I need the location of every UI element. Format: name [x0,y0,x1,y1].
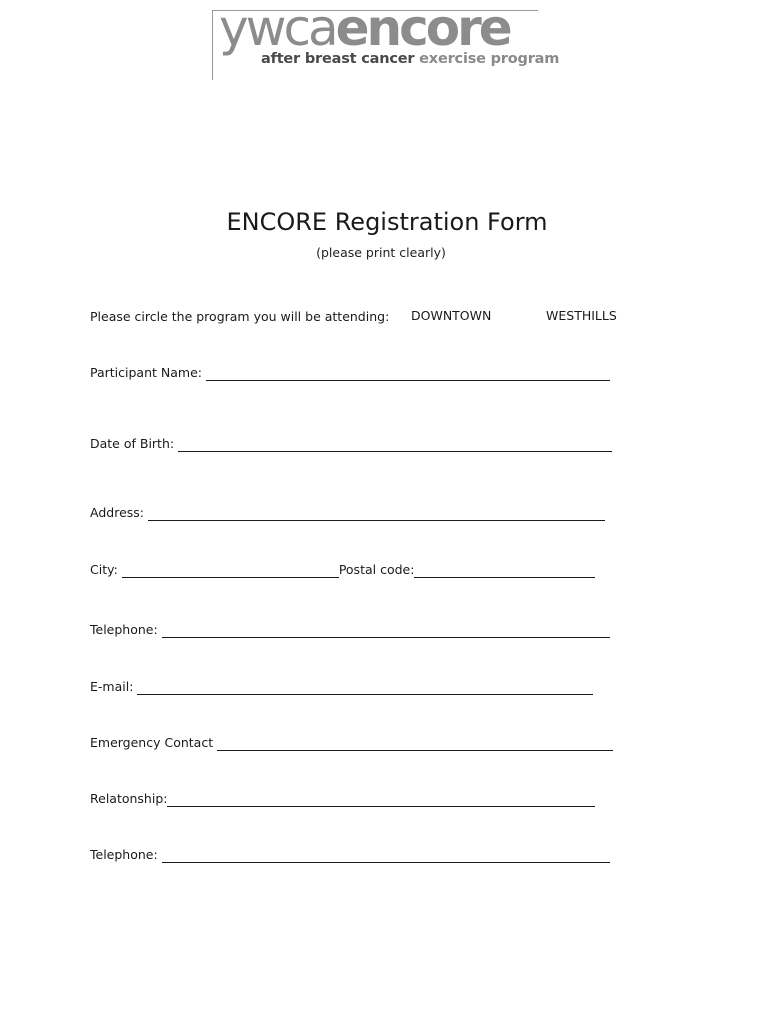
postal-code-label: Postal code: [338,562,415,577]
program-prompt: Please circle the program you will be attending: [90,309,390,324]
form-subtitle: (please print clearly) [316,245,446,260]
program-selection-row [90,307,389,325]
email-row [90,677,593,695]
date-of-birth-row [90,434,612,452]
participant-name-row [90,363,610,381]
emergency-contact-row [90,733,613,751]
telephone-row [90,620,610,638]
city-postal-row [90,560,595,578]
email-field[interactable] [137,680,593,695]
city-label: City: [90,562,118,577]
program-option-downtown[interactable]: DOWNTOWN [411,308,492,323]
logo-tagline-dark: after breast cancer [261,51,415,67]
participant-name-field[interactable] [206,366,610,381]
logo-wordmark [219,0,510,57]
address-label: Address: [90,505,144,520]
address-field[interactable] [148,506,605,521]
telephone-field[interactable] [162,623,610,638]
relationship-row [90,789,595,807]
logo-encore-text: encore [335,0,510,57]
logo-tagline [261,51,559,67]
logo-ywca-text: ywca [219,0,336,57]
telephone-label: Telephone: [90,622,158,637]
emergency-telephone-row [90,845,610,863]
participant-name-label: Participant Name: [90,365,202,380]
email-label: E-mail: [90,679,134,694]
date-of-birth-field[interactable] [178,437,612,452]
relationship-field[interactable] [167,792,595,807]
relationship-label: Relatonship: [90,791,168,806]
emergency-contact-field[interactable] [217,736,613,751]
postal-code-field[interactable] [414,563,595,578]
logo-tagline-light: exercise program [419,51,560,67]
program-option-westhills[interactable]: WESTHILLS [546,308,617,323]
city-field[interactable] [122,563,339,578]
emergency-telephone-label: Telephone: [90,847,158,862]
form-title: ENCORE Registration Form [226,208,548,236]
date-of-birth-label: Date of Birth: [90,436,175,451]
emergency-telephone-field[interactable] [162,848,610,863]
ywca-encore-logo [212,0,560,80]
address-row [90,503,605,521]
emergency-contact-label: Emergency Contact [90,735,214,750]
